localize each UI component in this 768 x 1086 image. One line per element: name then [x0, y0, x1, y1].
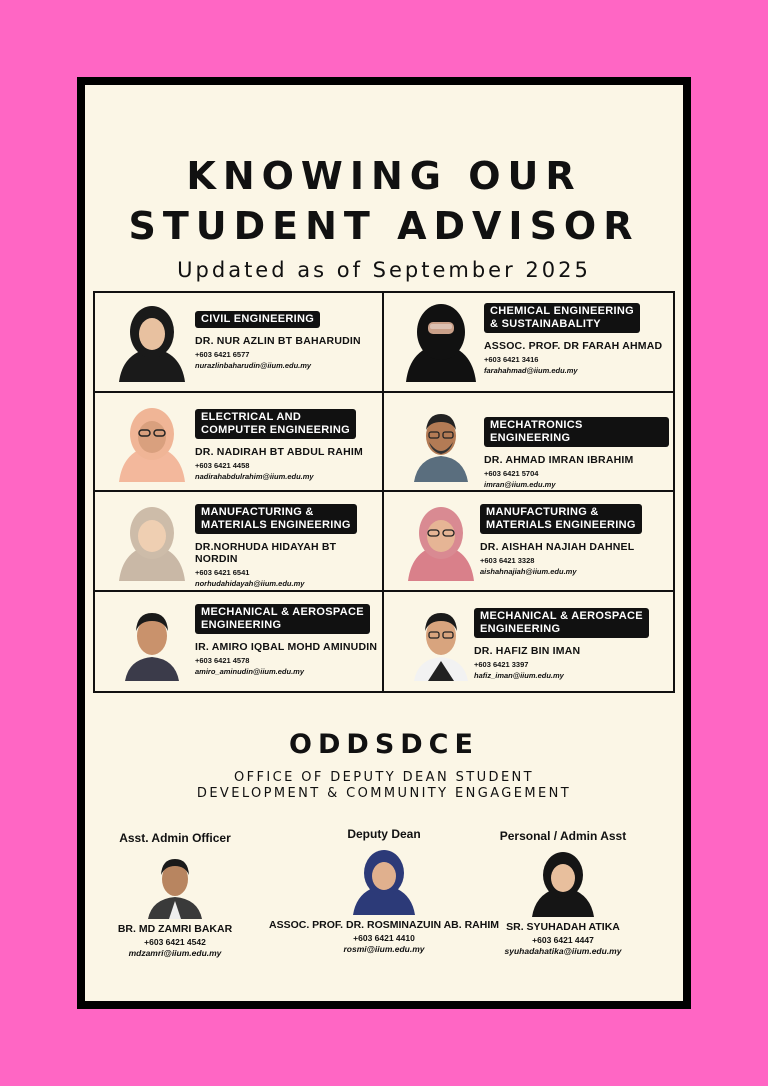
staff-phone: +603 6421 4410 — [353, 933, 415, 943]
advisor-photo-icon — [404, 402, 478, 482]
advisor-phone: +603 6421 4578 — [195, 655, 250, 665]
department-label — [484, 417, 669, 447]
advisor-email[interactable]: nadirahabdulrahim@iium.edu.my — [195, 471, 314, 481]
advisor-card — [95, 293, 384, 393]
department-line1: MECHANICAL & AEROSPACE — [201, 605, 364, 618]
department-line2: & SUSTAINABALITY — [490, 318, 601, 330]
poster-title-line1: KNOWING OUR — [186, 154, 582, 198]
advisor-photo-icon — [404, 302, 478, 382]
staff-role: Asst. Admin Officer — [119, 831, 231, 845]
staff-photo-icon — [349, 845, 419, 915]
advisor-name: IR. AMIRO IQBAL MOHD AMINUDIN — [195, 640, 378, 653]
advisor-card — [384, 592, 673, 692]
office-title: ODDSDCE — [289, 729, 479, 760]
advisor-email[interactable]: aishahnajiah@iium.edu.my — [480, 567, 577, 576]
advisor-phone: +603 6421 4458 — [195, 460, 250, 470]
advisor-phone: +603 6421 3416 — [484, 355, 539, 364]
advisor-phone: +603 6421 3397 — [474, 659, 529, 669]
advisor-email[interactable]: amiro_aminudin@iium.edu.my — [195, 666, 304, 676]
department-line1: MECHATRONICS ENGINEERING — [490, 418, 583, 444]
advisor-card — [384, 492, 673, 592]
department-line2: ENGINEERING — [480, 622, 561, 635]
department-line1: CHEMICAL ENGINEERING — [490, 305, 634, 317]
advisor-email[interactable]: hafiz_iman@iium.edu.my — [474, 670, 564, 680]
advisor-name: DR. NADIRAH BT ABDUL RAHIM — [195, 445, 363, 458]
advisor-email[interactable]: nurazlinbaharudin@iium.edu.my — [195, 361, 312, 370]
department-line2: COMPUTER ENGINEERING — [201, 423, 351, 436]
department-line1: ELECTRICAL AND — [201, 410, 302, 423]
staff-email[interactable]: mdzamri@iium.edu.my — [128, 948, 222, 958]
office-subtitle-line1: OFFICE OF DEPUTY DEAN STUDENT — [233, 770, 535, 785]
advisor-photo-icon — [404, 601, 478, 681]
advisor-photo-icon — [115, 501, 189, 581]
department-label — [474, 608, 649, 638]
advisor-grid — [93, 291, 675, 693]
advisor-email[interactable]: imran@iium.edu.my — [484, 479, 556, 489]
advisor-card — [384, 293, 673, 393]
staff-card-admin-officer — [65, 831, 285, 958]
advisor-phone: +603 6421 6577 — [195, 350, 250, 359]
department-line1: MANUFACTURING & — [486, 506, 599, 518]
department-label — [195, 311, 320, 328]
poster-title-line2: STUDENT ADVISOR — [128, 204, 640, 248]
staff-phone: +603 6421 4542 — [144, 937, 206, 947]
department-line2: MATERIALS ENGINEERING — [486, 519, 636, 531]
department-line1: MECHANICAL & AEROSPACE — [480, 609, 643, 622]
advisor-photo-icon — [115, 402, 189, 482]
staff-photo-icon — [140, 849, 210, 919]
department-line1: CIVIL ENGINEERING — [201, 313, 315, 325]
advisor-phone: +603 6421 5704 — [484, 468, 539, 478]
department-line2: MATERIALS ENGINEERING — [201, 519, 351, 531]
advisor-photo-icon — [404, 501, 478, 581]
advisor-name: DR. AHMAD IMRAN IBRAHIM — [484, 453, 634, 466]
staff-role: Deputy Dean — [347, 827, 421, 841]
staff-name: ASSOC. PROF. DR. ROSMINAZUIN AB. RAHIM — [268, 919, 500, 931]
advisor-name: DR. NUR AZLIN BT BAHARUDIN — [195, 335, 361, 347]
department-label — [195, 409, 356, 439]
advisor-email[interactable]: norhudahidayah@iium.edu.my — [195, 579, 305, 588]
advisor-photo-icon — [115, 302, 189, 382]
advisor-name: ASSOC. PROF. DR FARAH AHMAD — [484, 340, 663, 352]
staff-name: SR. SYUHADAH ATIKA — [506, 921, 620, 933]
advisor-phone: +603 6421 3328 — [480, 556, 535, 565]
advisor-name: DR. HAFIZ BIN IMAN — [474, 644, 581, 657]
staff-card-admin-asst — [453, 829, 673, 956]
advisor-card — [384, 393, 673, 493]
department-label — [484, 303, 640, 333]
department-line1: MANUFACTURING & — [201, 506, 314, 518]
advisor-phone: +603 6421 6541 — [195, 568, 250, 577]
poster-content — [85, 85, 683, 1001]
staff-phone: +603 6421 4447 — [532, 935, 594, 945]
department-line2: ENGINEERING — [201, 618, 282, 631]
staff-email[interactable]: syuhadahatika@iium.edu.my — [504, 946, 622, 956]
advisor-email[interactable]: farahahmad@iium.edu.my — [484, 366, 578, 375]
advisor-photo-icon — [115, 601, 189, 681]
poster-subtitle: Updated as of September 2025 — [177, 258, 591, 282]
advisor-name: DR.NORHUDA HIDAYAH BT NORDIN — [195, 541, 337, 565]
advisor-name: DR. AISHAH NAJIAH DAHNEL — [480, 541, 635, 553]
department-label — [480, 504, 642, 534]
staff-email[interactable]: rosmi@iium.edu.my — [343, 944, 425, 954]
advisor-card — [95, 592, 384, 692]
staff-role: Personal / Admin Asst — [499, 829, 627, 843]
advisor-card — [95, 393, 384, 493]
advisor-card — [95, 492, 384, 592]
staff-name: BR. MD ZAMRI BAKAR — [117, 923, 233, 935]
poster-frame — [77, 77, 691, 1009]
department-label — [195, 604, 370, 634]
office-subtitle — [85, 770, 683, 802]
staff-photo-icon — [528, 847, 598, 917]
office-subtitle-line2: DEVELOPMENT & COMMUNITY ENGAGEMENT — [196, 786, 572, 801]
department-label — [195, 504, 357, 534]
